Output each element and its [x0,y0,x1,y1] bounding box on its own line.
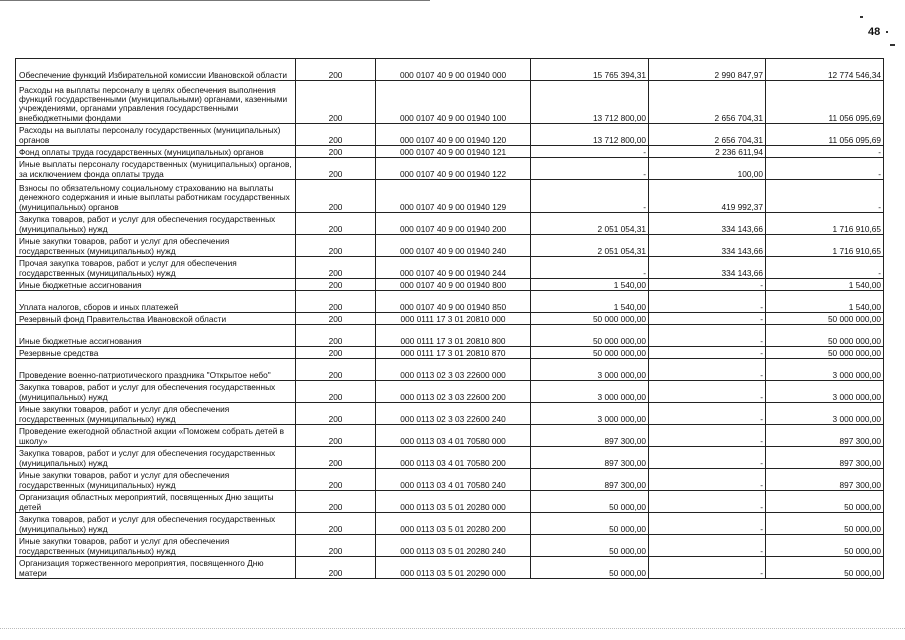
table-row [16,291,884,313]
row-approved-amount: 897 300,00 [531,447,649,469]
scan-mark [890,44,895,46]
row-executed-amount: - [649,403,766,425]
row-classification-code: 000 0107 40 9 00 01940 129 [376,180,531,213]
row-remaining-amount: 897 300,00 [766,447,884,469]
row-executed-amount: - [649,513,766,535]
row-description: Закупка товаров, работ и услуг для обеспечения государственных (муниципальных) нужд [16,381,296,403]
table-row [16,146,884,158]
row-description: Проведение военно-патриотического праздника "Открытое небо" [16,359,296,381]
table-row [16,124,884,146]
row-description: Организация торжественного мероприятия, посвященного Дню матери [16,557,296,579]
row-remaining-amount: 3 000 000,00 [766,403,884,425]
row-description: Расходы на выплаты персоналу в целях обеспечения выполнения функций государственными (муниципальными) органами, казенными учреждениями, органами управления государственными внебюджетными фондами [16,81,296,124]
table-row [16,347,884,359]
table-row [16,313,884,325]
row-executed-amount: 334 143,66 [649,213,766,235]
row-line-code: 200 [296,425,376,447]
row-executed-amount: - [649,291,766,313]
row-classification-code: 000 0107 40 9 00 01940 244 [376,257,531,279]
row-executed-amount: - [649,469,766,491]
row-description: Иные выплаты персоналу государственных (муниципальных) органов, за исключением фонда оплаты труда [16,158,296,180]
row-approved-amount: 50 000,00 [531,557,649,579]
row-remaining-amount: 50 000,00 [766,513,884,535]
row-description: Организация областных мероприятий, посвященных Дню защиты детей [16,491,296,513]
row-approved-amount: 50 000,00 [531,535,649,557]
row-description: Обеспечение функций Избирательной комиссии Ивановской области [16,59,296,81]
page-number: 48 [868,26,881,38]
row-executed-amount: - [649,491,766,513]
table-row [16,81,884,124]
row-approved-amount: - [531,180,649,213]
row-approved-amount: 3 000 000,00 [531,381,649,403]
row-approved-amount: 50 000 000,00 [531,347,649,359]
budget-table-body [16,59,884,579]
row-classification-code: 000 0107 40 9 00 01940 200 [376,213,531,235]
row-line-code: 200 [296,535,376,557]
row-classification-code: 000 0113 02 3 03 22600 240 [376,403,531,425]
row-remaining-amount: - [766,180,884,213]
row-remaining-amount: 50 000,00 [766,491,884,513]
row-classification-code: 000 0113 02 3 03 22600 000 [376,359,531,381]
row-line-code: 200 [296,158,376,180]
row-description: Иные закупки товаров, работ и услуг для обеспечения государственных (муниципальных) нужд [16,235,296,257]
table-row [16,325,884,347]
table-row [16,158,884,180]
row-executed-amount: 334 143,66 [649,257,766,279]
row-description: Закупка товаров, работ и услуг для обеспечения государственных (муниципальных) нужд [16,447,296,469]
row-classification-code: 000 0107 40 9 00 01940 000 [376,59,531,81]
scan-mark [860,16,863,18]
row-approved-amount: 15 765 394,31 [531,59,649,81]
row-line-code: 200 [296,447,376,469]
row-line-code: 200 [296,347,376,359]
row-classification-code: 000 0107 40 9 00 01940 100 [376,81,531,124]
row-approved-amount: 2 051 054,31 [531,235,649,257]
row-executed-amount: - [649,447,766,469]
row-classification-code: 000 0113 03 4 01 70580 200 [376,447,531,469]
row-remaining-amount: - [766,158,884,180]
table-row [16,425,884,447]
row-line-code: 200 [296,279,376,291]
row-line-code: 200 [296,325,376,347]
row-classification-code: 000 0113 03 5 01 20280 000 [376,491,531,513]
row-executed-amount: 2 990 847,97 [649,59,766,81]
row-approved-amount: 1 540,00 [531,291,649,313]
budget-table [15,58,884,579]
row-remaining-amount: 897 300,00 [766,469,884,491]
row-remaining-amount: - [766,146,884,158]
row-executed-amount: - [649,381,766,403]
row-line-code: 200 [296,59,376,81]
row-executed-amount: - [649,535,766,557]
row-line-code: 200 [296,403,376,425]
row-description: Иные закупки товаров, работ и услуг для обеспечения государственных (муниципальных) нужд [16,535,296,557]
table-row [16,469,884,491]
row-approved-amount: 3 000 000,00 [531,403,649,425]
row-remaining-amount: 1 716 910,65 [766,213,884,235]
row-line-code: 200 [296,124,376,146]
table-row [16,180,884,213]
row-classification-code: 000 0113 03 4 01 70580 240 [376,469,531,491]
row-remaining-amount: 3 000 000,00 [766,381,884,403]
row-description: Закупка товаров, работ и услуг для обеспечения государственных (муниципальных) нужд [16,513,296,535]
row-line-code: 200 [296,291,376,313]
row-line-code: 200 [296,81,376,124]
row-remaining-amount: 1 540,00 [766,279,884,291]
table-row [16,59,884,81]
row-line-code: 200 [296,213,376,235]
table-row [16,535,884,557]
row-remaining-amount: 1 540,00 [766,291,884,313]
row-approved-amount: - [531,158,649,180]
row-executed-amount: 419 992,37 [649,180,766,213]
row-classification-code: 000 0113 03 5 01 20280 240 [376,535,531,557]
row-line-code: 200 [296,381,376,403]
row-executed-amount: 334 143,66 [649,235,766,257]
row-description: Иные закупки товаров, работ и услуг для обеспечения государственных (муниципальных) нужд [16,469,296,491]
table-row [16,279,884,291]
row-remaining-amount: 50 000 000,00 [766,313,884,325]
row-classification-code: 000 0113 03 5 01 20290 000 [376,557,531,579]
row-executed-amount: - [649,347,766,359]
table-row [16,447,884,469]
row-executed-amount: 2 236 611,94 [649,146,766,158]
bottom-rule [0,628,905,629]
row-description: Фонд оплаты труда государственных (муниципальных) органов [16,146,296,158]
table-row [16,257,884,279]
table-row [16,513,884,535]
row-approved-amount: 50 000 000,00 [531,325,649,347]
row-remaining-amount: 50 000,00 [766,557,884,579]
scan-mark [886,31,888,33]
row-description: Взносы по обязательному социальному страхованию на выплаты денежного содержания и иные выплаты работникам государственных (муниципальных) органов [16,180,296,213]
row-classification-code: 000 0111 17 3 01 20810 000 [376,313,531,325]
row-description: Иные бюджетные ассигнования [16,279,296,291]
row-line-code: 200 [296,146,376,158]
table-row [16,213,884,235]
row-remaining-amount: 11 056 095,69 [766,124,884,146]
row-line-code: 200 [296,235,376,257]
row-remaining-amount: - [766,257,884,279]
row-line-code: 200 [296,491,376,513]
row-classification-code: 000 0107 40 9 00 01940 850 [376,291,531,313]
row-approved-amount: - [531,257,649,279]
row-description: Расходы на выплаты персоналу государственных (муниципальных) органов [16,124,296,146]
row-remaining-amount: 897 300,00 [766,425,884,447]
row-executed-amount: - [649,557,766,579]
row-line-code: 200 [296,257,376,279]
row-approved-amount: 50 000 000,00 [531,313,649,325]
row-approved-amount: 13 712 800,00 [531,81,649,124]
table-row [16,235,884,257]
row-line-code: 200 [296,313,376,325]
row-remaining-amount: 50 000 000,00 [766,325,884,347]
row-approved-amount: - [531,146,649,158]
row-executed-amount: 100,00 [649,158,766,180]
top-rule [0,0,430,1]
row-classification-code: 000 0113 02 3 03 22600 200 [376,381,531,403]
row-description: Уплата налогов, сборов и иных платежей [16,291,296,313]
row-classification-code: 000 0111 17 3 01 20810 800 [376,325,531,347]
row-executed-amount: - [649,313,766,325]
row-description: Прочая закупка товаров, работ и услуг для обеспечения государственных (муниципальных) нужд [16,257,296,279]
row-approved-amount: 50 000,00 [531,513,649,535]
row-description: Резервный фонд Правительства Ивановской области [16,313,296,325]
row-classification-code: 000 0107 40 9 00 01940 800 [376,279,531,291]
table-row [16,491,884,513]
row-remaining-amount: 12 774 546,34 [766,59,884,81]
table-row [16,403,884,425]
row-classification-code: 000 0107 40 9 00 01940 122 [376,158,531,180]
row-description: Проведение ежегодной областной акции «Поможем собрать детей в школу» [16,425,296,447]
row-description: Иные закупки товаров, работ и услуг для обеспечения государственных (муниципальных) нужд [16,403,296,425]
row-remaining-amount: 11 056 095,69 [766,81,884,124]
row-line-code: 200 [296,359,376,381]
row-executed-amount: - [649,359,766,381]
row-description: Иные бюджетные ассигнования [16,325,296,347]
row-executed-amount: 2 656 704,31 [649,124,766,146]
row-classification-code: 000 0107 40 9 00 01940 240 [376,235,531,257]
table-row [16,557,884,579]
row-executed-amount: - [649,425,766,447]
row-executed-amount: 2 656 704,31 [649,81,766,124]
row-approved-amount: 3 000 000,00 [531,359,649,381]
row-approved-amount: 13 712 800,00 [531,124,649,146]
table-row [16,359,884,381]
row-remaining-amount: 1 716 910,65 [766,235,884,257]
row-remaining-amount: 3 000 000,00 [766,359,884,381]
row-description: Резервные средства [16,347,296,359]
row-executed-amount: - [649,279,766,291]
row-classification-code: 000 0107 40 9 00 01940 121 [376,146,531,158]
row-classification-code: 000 0111 17 3 01 20810 870 [376,347,531,359]
row-approved-amount: 897 300,00 [531,469,649,491]
row-line-code: 200 [296,513,376,535]
row-line-code: 200 [296,557,376,579]
row-approved-amount: 897 300,00 [531,425,649,447]
row-executed-amount: - [649,325,766,347]
row-remaining-amount: 50 000 000,00 [766,347,884,359]
table-row [16,381,884,403]
row-approved-amount: 50 000,00 [531,491,649,513]
row-approved-amount: 1 540,00 [531,279,649,291]
row-line-code: 200 [296,469,376,491]
row-approved-amount: 2 051 054,31 [531,213,649,235]
row-description: Закупка товаров, работ и услуг для обеспечения государственных (муниципальных) нужд [16,213,296,235]
row-remaining-amount: 50 000,00 [766,535,884,557]
row-classification-code: 000 0113 03 5 01 20280 200 [376,513,531,535]
row-classification-code: 000 0107 40 9 00 01940 120 [376,124,531,146]
row-classification-code: 000 0113 03 4 01 70580 000 [376,425,531,447]
row-line-code: 200 [296,180,376,213]
